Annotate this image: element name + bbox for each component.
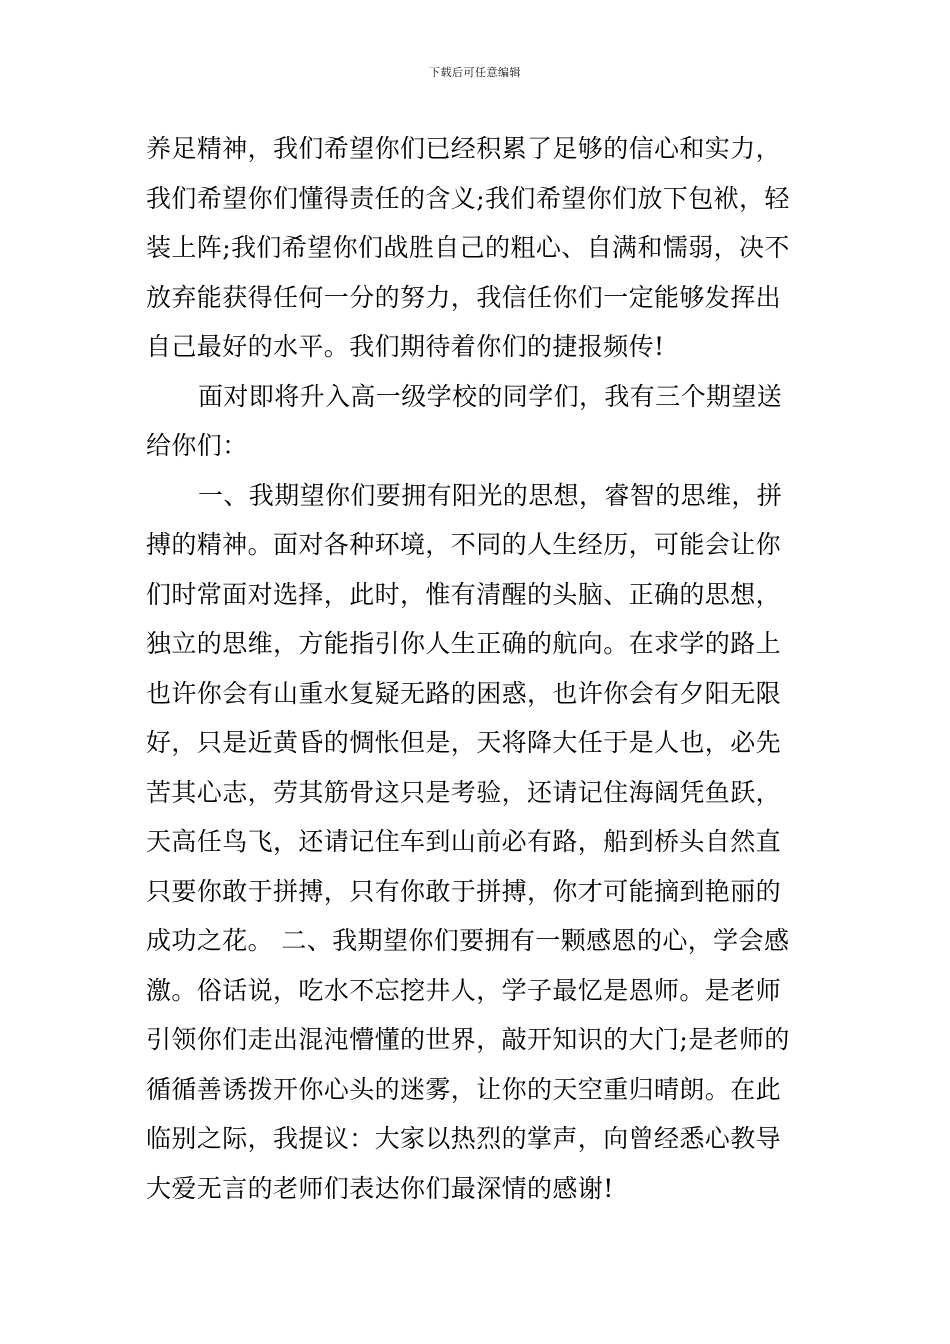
text-line: 面对即将升入高一级学校的同学们，我有三个期望送 [198, 381, 783, 411]
text-line: 给你们： [146, 431, 248, 460]
text-line: 装上阵;我们希望你们战胜自己的粗心、自满和懦弱，决不 [146, 233, 790, 262]
text-line: 临别之际，我提议：大家以热烈的掌声，向曾经悉心教导 [146, 1124, 782, 1153]
text-line: 自己最好的水平。我们期待着你们的捷报频传! [146, 332, 665, 361]
text-line: 放弃能获得任何一分的努力，我信任你们一定能够发挥出 [146, 282, 782, 312]
text-line: 我们希望你们懂得责任的含义;我们希望你们放下包袱，轻 [146, 183, 790, 213]
text-line: 只要你敢于拼搏，只有你敢于拼搏，你才可能摘到艳丽的 [146, 876, 782, 906]
page-header: 下载后可任意编辑 [429, 66, 521, 79]
text-line: 养足精神，我们希望你们已经积累了足够的信心和实力， [146, 134, 782, 163]
text-line: 循循善诱拨开你心头的迷雾，让你的天空重归晴朗。在此 [146, 1074, 782, 1104]
text-line: 们时常面对选择，此时，惟有清醒的头脑、正确的思想， [146, 579, 782, 609]
text-line: 激。俗话说，吃水不忘挖井人，学子最忆是恩师。是老师 [146, 975, 782, 1005]
text-line: 搏的精神。面对各种环境，不同的人生经历，可能会让你 [146, 530, 782, 559]
text-line: 好，只是近黄昏的惆怅但是，天将降大任于是人也，必先 [146, 728, 782, 757]
text-line: 也许你会有山重水复疑无路的困惑，也许你会有夕阳无限 [146, 678, 782, 708]
text-line: 大爱无言的老师们表达你们最深情的感谢! [146, 1173, 614, 1203]
text-line: 独立的思维，方能指引你人生正确的航向。在求学的路上 [146, 629, 782, 658]
text-line: 苦其心志，劳其筋骨这只是考验，还请记住海阔凭鱼跃， [146, 777, 782, 807]
text-line: 引领你们走出混沌懵懂的世界，敲开知识的大门;是老师的 [146, 1025, 790, 1054]
text-line: 天高任鸟飞，还请记住车到山前必有路，船到桥头自然直 [146, 827, 782, 856]
body-text [146, 124, 816, 1213]
text-line: 一、我期望你们要拥有阳光的思想，睿智的思维，拼 [198, 480, 783, 510]
text-line: 成功之花。 二、我期望你们要拥有一颗感恩的心，学会感 [146, 926, 790, 955]
